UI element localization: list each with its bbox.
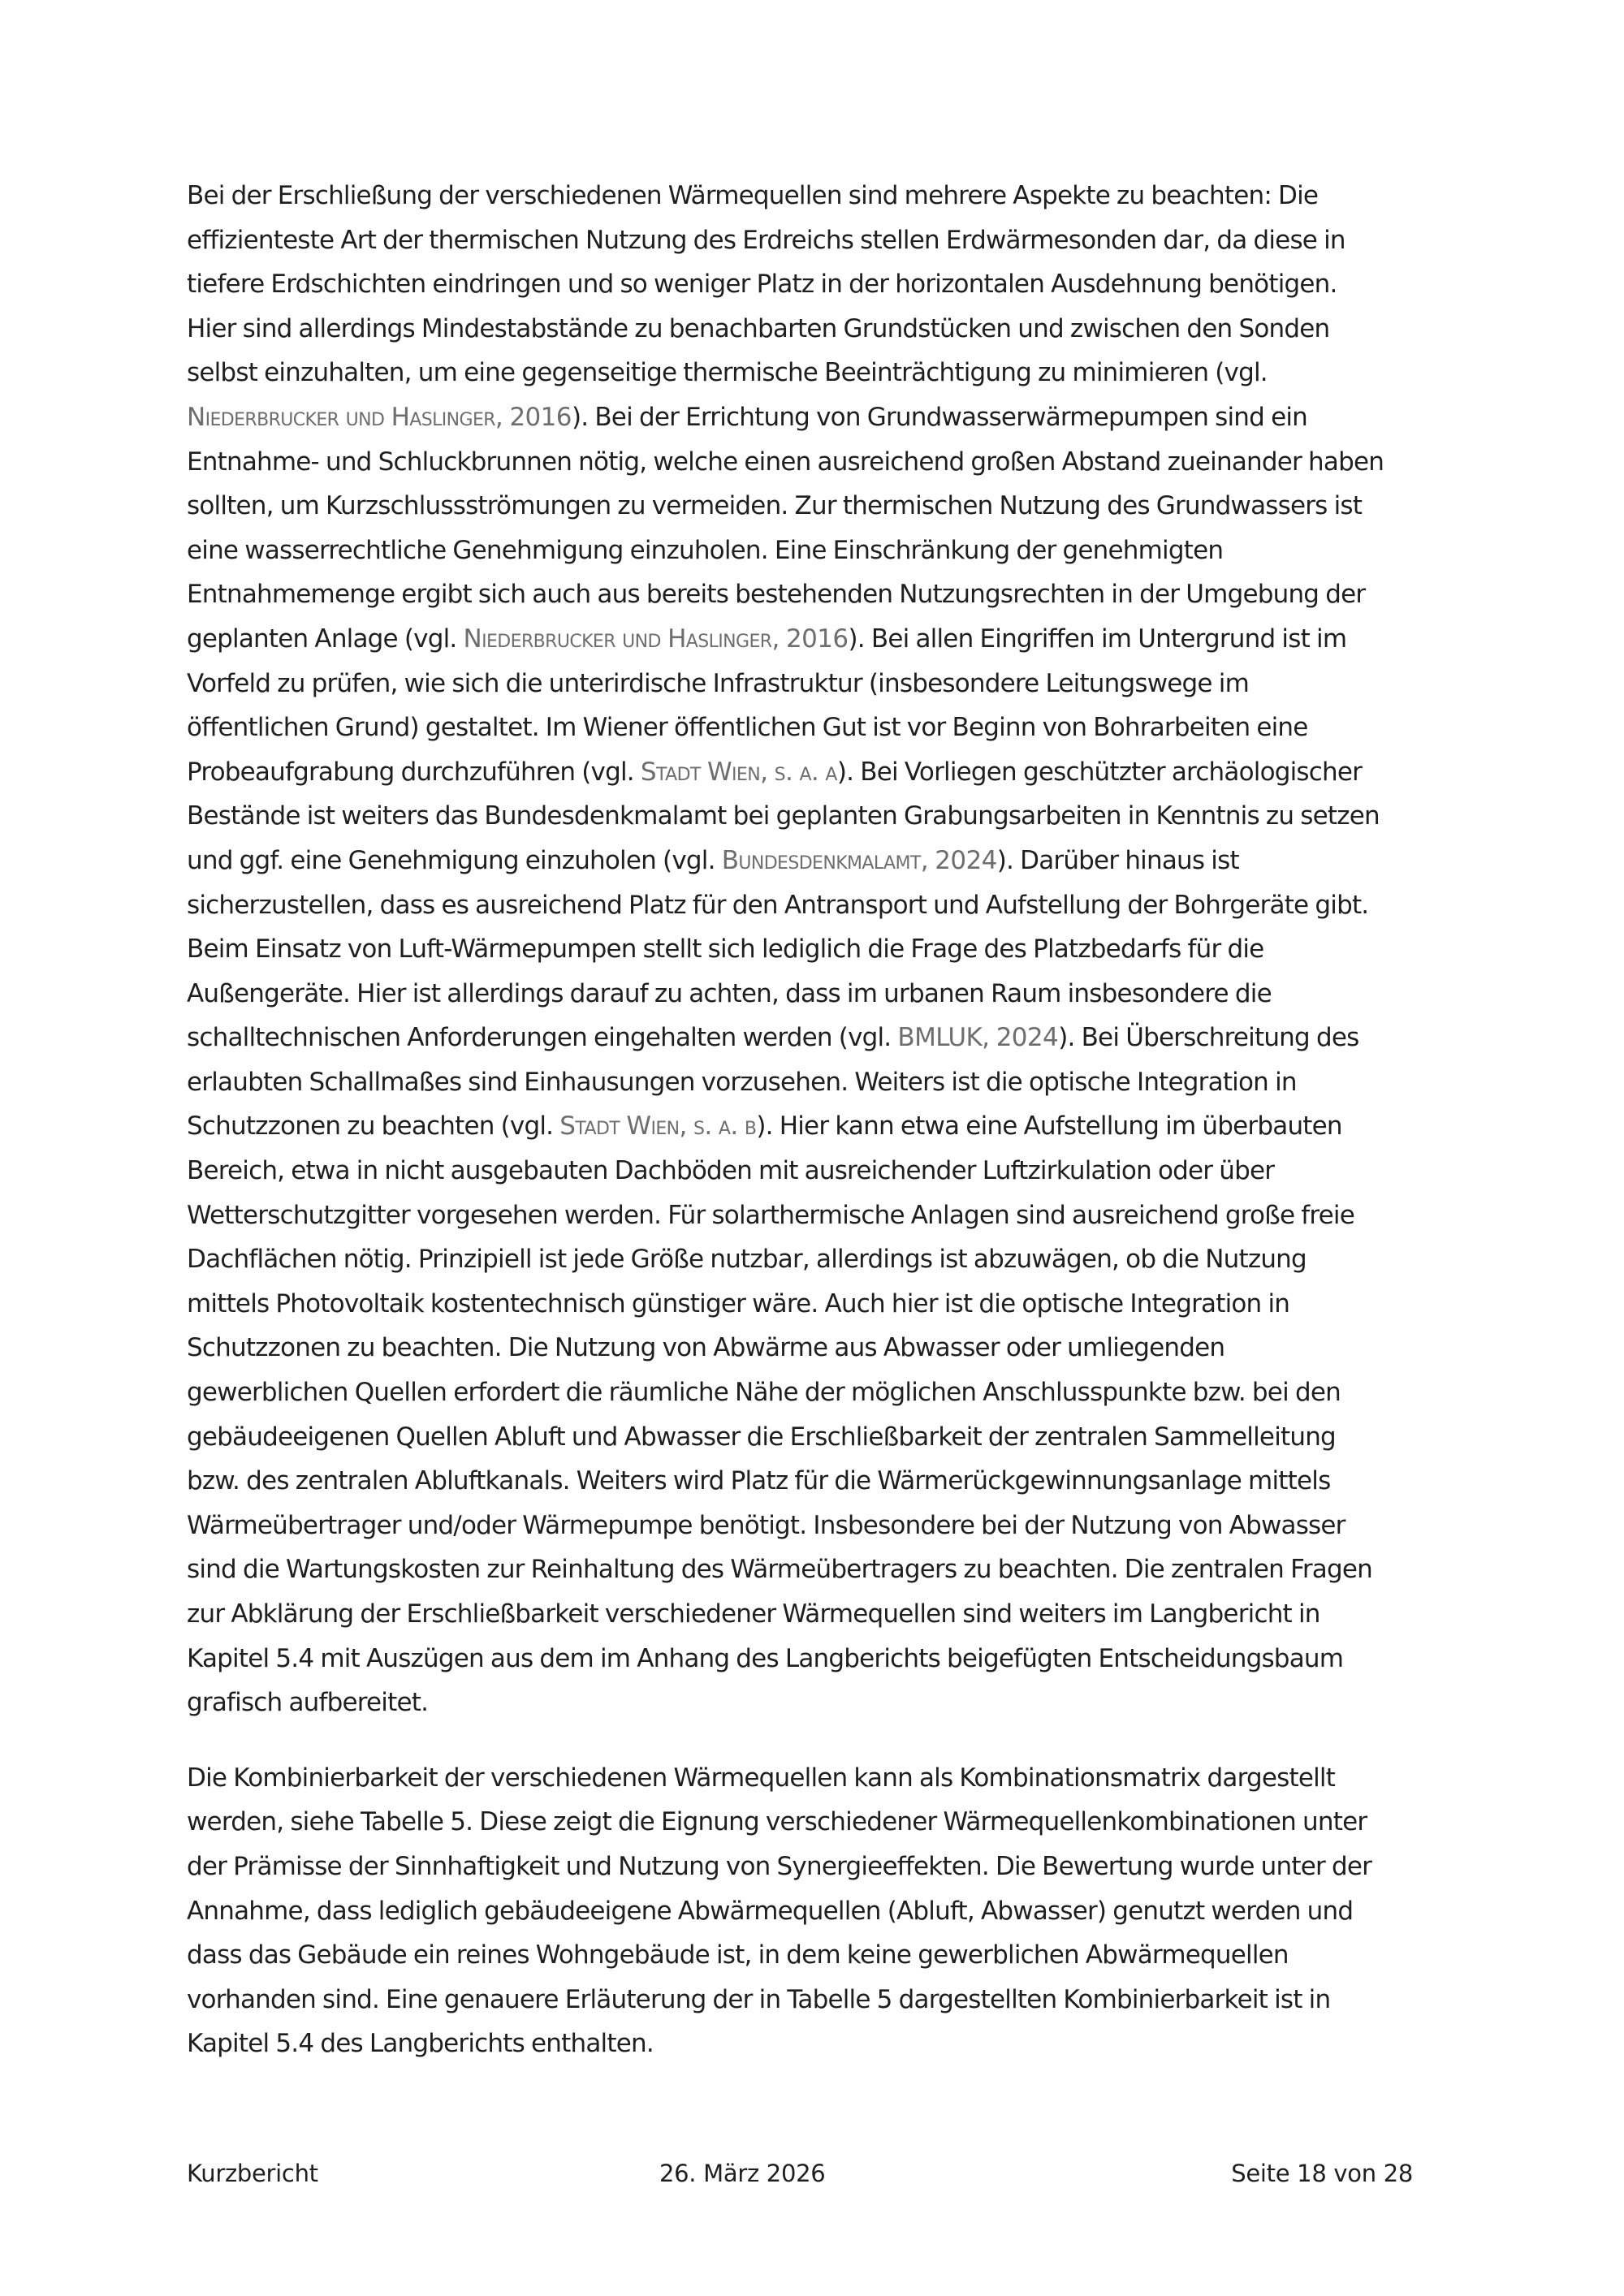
text-segment: Entnahmemenge ergibt sich auch aus bereits bestehenden Nutzungsrechten in der Umgebung der bbox=[187, 580, 1366, 610]
text-line bbox=[187, 839, 1470, 883]
citation-reference: Niederbrucker und Haslinger, 2016 bbox=[463, 624, 849, 654]
text-line bbox=[187, 1681, 1470, 1725]
text-segment: Entnahme- und Schluckbrunnen nötig, welche einen ausreichend großen Abstand zueinander haben bbox=[187, 447, 1384, 477]
text-segment: öffentlichen Grund) gestaltet. Im Wiener öffentlichen Gut ist vor Beginn von Bohrarbeiten eine bbox=[187, 713, 1308, 743]
text-segment: Bestände ist weiters das Bundesdenkmalamt bei geplanten Grabungsarbeiten in Kenntnis zu setzen bbox=[187, 801, 1380, 831]
footer-date: 26. März 2026 bbox=[659, 2160, 826, 2187]
text-line bbox=[187, 1637, 1470, 1681]
text-line bbox=[187, 1547, 1470, 1592]
text-segment: Kapitel 5.4 mit Auszügen aus dem im Anhang des Langberichts beigefügten Entscheidungsbaum bbox=[187, 1643, 1344, 1673]
text-segment: effizienteste Art der thermischen Nutzung des Erdreichs stellen Erdwärmesonden dar, da diese in bbox=[187, 225, 1345, 255]
text-line bbox=[187, 972, 1470, 1016]
text-segment: und ggf. eine Genehmigung einzuholen (vgl. bbox=[187, 845, 722, 875]
text-line bbox=[187, 1889, 1470, 1934]
text-line bbox=[187, 1978, 1470, 2022]
text-segment: ). Bei Vorliegen geschützter archäologischer bbox=[836, 757, 1363, 787]
text-line bbox=[187, 1933, 1470, 1978]
text-segment: zur Abklärung der Erschließbarkeit verschiedener Wärmequellen sind weiters im Langbericht in bbox=[187, 1599, 1320, 1629]
citation-reference: BMLUK, 2024 bbox=[897, 1023, 1059, 1053]
text-segment: geplanten Anlage (vgl. bbox=[187, 624, 464, 654]
text-segment: vorhanden sind. Eine genauere Erläuterung der in Tabelle 5 dargestellten Kombinierbarkeit ist in bbox=[187, 1984, 1331, 2014]
text-line bbox=[187, 1326, 1470, 1370]
text-line bbox=[187, 1193, 1470, 1238]
text-line bbox=[187, 174, 1470, 218]
footer-report-type: Kurzbericht bbox=[187, 2160, 318, 2187]
text-line bbox=[187, 1149, 1470, 1193]
text-line bbox=[187, 395, 1470, 440]
text-segment: ). Bei der Errichtung von Grundwasserwärmepumpen sind ein bbox=[571, 402, 1308, 432]
text-line bbox=[187, 1237, 1470, 1282]
text-segment: selbst einzuhalten, um eine gegenseitige thermische Beeinträchtigung zu minimieren (vgl. bbox=[187, 358, 1268, 388]
text-segment: Wetterschutzgitter vorgesehen werden. Für solarthermische Anlagen sind ausreichend große freie bbox=[187, 1200, 1355, 1230]
text-segment: sind die Wartungskosten zur Reinhaltung des Wärmeübertragers zu beachten. Die zentralen Fragen bbox=[187, 1555, 1373, 1585]
text-segment: Probeaufgrabung durchzuführen (vgl. bbox=[187, 757, 641, 787]
text-segment: erlaubten Schallmaßes sind Einhausungen vorzusehen. Weiters ist die optische Integration in bbox=[187, 1067, 1297, 1097]
text-line bbox=[187, 529, 1470, 573]
text-segment: Wärmeübertrager und/oder Wärmepumpe benötigt. Insbesondere bei der Nutzung von Abwasser bbox=[187, 1510, 1345, 1540]
text-segment: tiefere Erdschichten eindringen und so weniger Platz in der horizontalen Ausdehnung benötigen. bbox=[187, 270, 1337, 300]
text-segment: sollten, um Kurzschlussströmungen zu vermeiden. Zur thermischen Nutzung des Grundwassers ist bbox=[187, 491, 1363, 521]
text-line bbox=[187, 1845, 1470, 1889]
citation-reference: Bundesdenkmalamt, 2024 bbox=[721, 845, 997, 875]
text-line bbox=[187, 1504, 1470, 1548]
text-segment: Annahme, dass lediglich gebäudeeigene Abwärmequellen (Abluft, Abwasser) genutzt werden und bbox=[187, 1896, 1354, 1926]
text-segment: werden, siehe Tabelle 5. Diese zeigt die Eignung verschiedener Wärmequellenkombinationen unter bbox=[187, 1807, 1367, 1837]
text-segment: bzw. des zentralen Abluftkanals. Weiters wird Platz für die Wärmerückgewinnungsanlage mittels bbox=[187, 1466, 1331, 1496]
text-line bbox=[187, 706, 1470, 750]
text-line bbox=[187, 218, 1470, 263]
text-segment: ). Bei allen Eingriffen im Untergrund ist im bbox=[848, 624, 1347, 654]
text-segment: Die Kombinierbarkeit der verschiedenen Wärmequellen kann als Kombinationsmatrix dargestellt bbox=[187, 1763, 1336, 1793]
citation-reference: Niederbrucker und Haslinger, 2016 bbox=[187, 402, 572, 432]
text-line bbox=[187, 750, 1470, 795]
text-line bbox=[187, 1459, 1470, 1504]
text-line bbox=[187, 1800, 1470, 1845]
text-line bbox=[187, 2022, 1470, 2066]
text-line bbox=[187, 1756, 1470, 1801]
text-segment: schalltechnischen Anforderungen eingehalten werden (vgl. bbox=[187, 1023, 898, 1053]
text-segment: dass das Gebäude ein reines Wohngebäude ist, in dem keine gewerblichen Abwärmequellen bbox=[187, 1940, 1289, 1970]
text-line bbox=[187, 794, 1470, 839]
footer-page-number: Seite 18 von 28 bbox=[1231, 2160, 1413, 2187]
body-text bbox=[187, 174, 1470, 2066]
text-line bbox=[187, 662, 1470, 706]
text-segment: Schutzzonen zu beachten. Die Nutzung von Abwärme aus Abwasser oder umliegenden bbox=[187, 1333, 1225, 1363]
text-segment: Hier sind allerdings Mindestabstände zu benachbarten Grundstücken und zwischen den Sonden bbox=[187, 313, 1330, 343]
text-line bbox=[187, 572, 1470, 617]
text-segment: eine wasserrechtliche Genehmigung einzuholen. Eine Einschränkung der genehmigten bbox=[187, 535, 1224, 565]
text-line bbox=[187, 484, 1470, 529]
text-line bbox=[187, 927, 1470, 972]
text-line bbox=[187, 1016, 1470, 1060]
text-segment: ). Hier kann etwa eine Aufstellung im überbauten bbox=[756, 1111, 1342, 1142]
text-line bbox=[187, 1592, 1470, 1637]
text-line bbox=[187, 1104, 1470, 1149]
text-line bbox=[187, 1282, 1470, 1327]
page-footer bbox=[187, 2160, 1413, 2195]
paragraph bbox=[187, 1756, 1470, 2066]
text-segment: Außengeräte. Hier ist allerdings darauf zu achten, dass im urbanen Raum insbesondere die bbox=[187, 978, 1272, 1008]
text-segment: mittels Photovoltaik kostentechnisch günstiger wäre. Auch hier ist die optische Integration in bbox=[187, 1288, 1290, 1318]
text-segment: Beim Einsatz von Luft-Wärmepumpen stellt sich lediglich die Frage des Platzbedarfs für die bbox=[187, 934, 1264, 965]
text-segment: Bei der Erschließung der verschiedenen Wärmequellen sind mehrere Aspekte zu beachten: Die bbox=[187, 181, 1319, 210]
paragraph bbox=[187, 174, 1470, 1725]
citation-reference: Stadt Wien, s. a. b bbox=[559, 1111, 757, 1142]
text-line bbox=[187, 1415, 1470, 1460]
text-segment: ). Bei Überschreitung des bbox=[1058, 1023, 1359, 1053]
text-line bbox=[187, 1370, 1470, 1415]
text-line bbox=[187, 617, 1470, 662]
text-segment: Vorfeld zu prüfen, wie sich die unterirdische Infrastruktur (insbesondere Leitungswege im bbox=[187, 668, 1249, 698]
text-segment: gewerblichen Quellen erfordert die räumliche Nähe der möglichen Anschlusspunkte bzw. bei den bbox=[187, 1378, 1341, 1408]
text-segment: Dachflächen nötig. Prinzipiell ist jede Größe nutzbar, allerdings ist abzuwägen, ob die Nutzung bbox=[187, 1245, 1307, 1275]
citation-reference: Stadt Wien, s. a. a bbox=[640, 757, 837, 787]
text-line bbox=[187, 440, 1470, 485]
text-segment: Schutzzonen zu beachten (vgl. bbox=[187, 1111, 560, 1142]
text-segment: Kapitel 5.4 des Langberichts enthalten. bbox=[187, 2029, 654, 2059]
text-segment: der Prämisse der Sinnhaftigkeit und Nutzung von Synergieeffekten. Die Bewertung wurde unter der bbox=[187, 1851, 1372, 1881]
text-segment: ). Darüber hinaus ist bbox=[996, 845, 1239, 875]
text-segment: Bereich, etwa in nicht ausgebauten Dachböden mit ausreichender Luftzirkulation oder über bbox=[187, 1156, 1275, 1186]
text-line bbox=[187, 351, 1470, 395]
text-line bbox=[187, 883, 1470, 928]
text-line bbox=[187, 1060, 1470, 1105]
text-line bbox=[187, 262, 1470, 307]
text-line bbox=[187, 307, 1470, 352]
text-segment: gebäudeeigenen Quellen Abluft und Abwasser die Erschließbarkeit der zentralen Sammelleitung bbox=[187, 1422, 1336, 1452]
text-segment: sicherzustellen, dass es ausreichend Platz für den Antransport und Aufstellung der Bohrgeräte gibt. bbox=[187, 890, 1369, 920]
text-segment: grafisch aufbereitet. bbox=[187, 1688, 429, 1718]
